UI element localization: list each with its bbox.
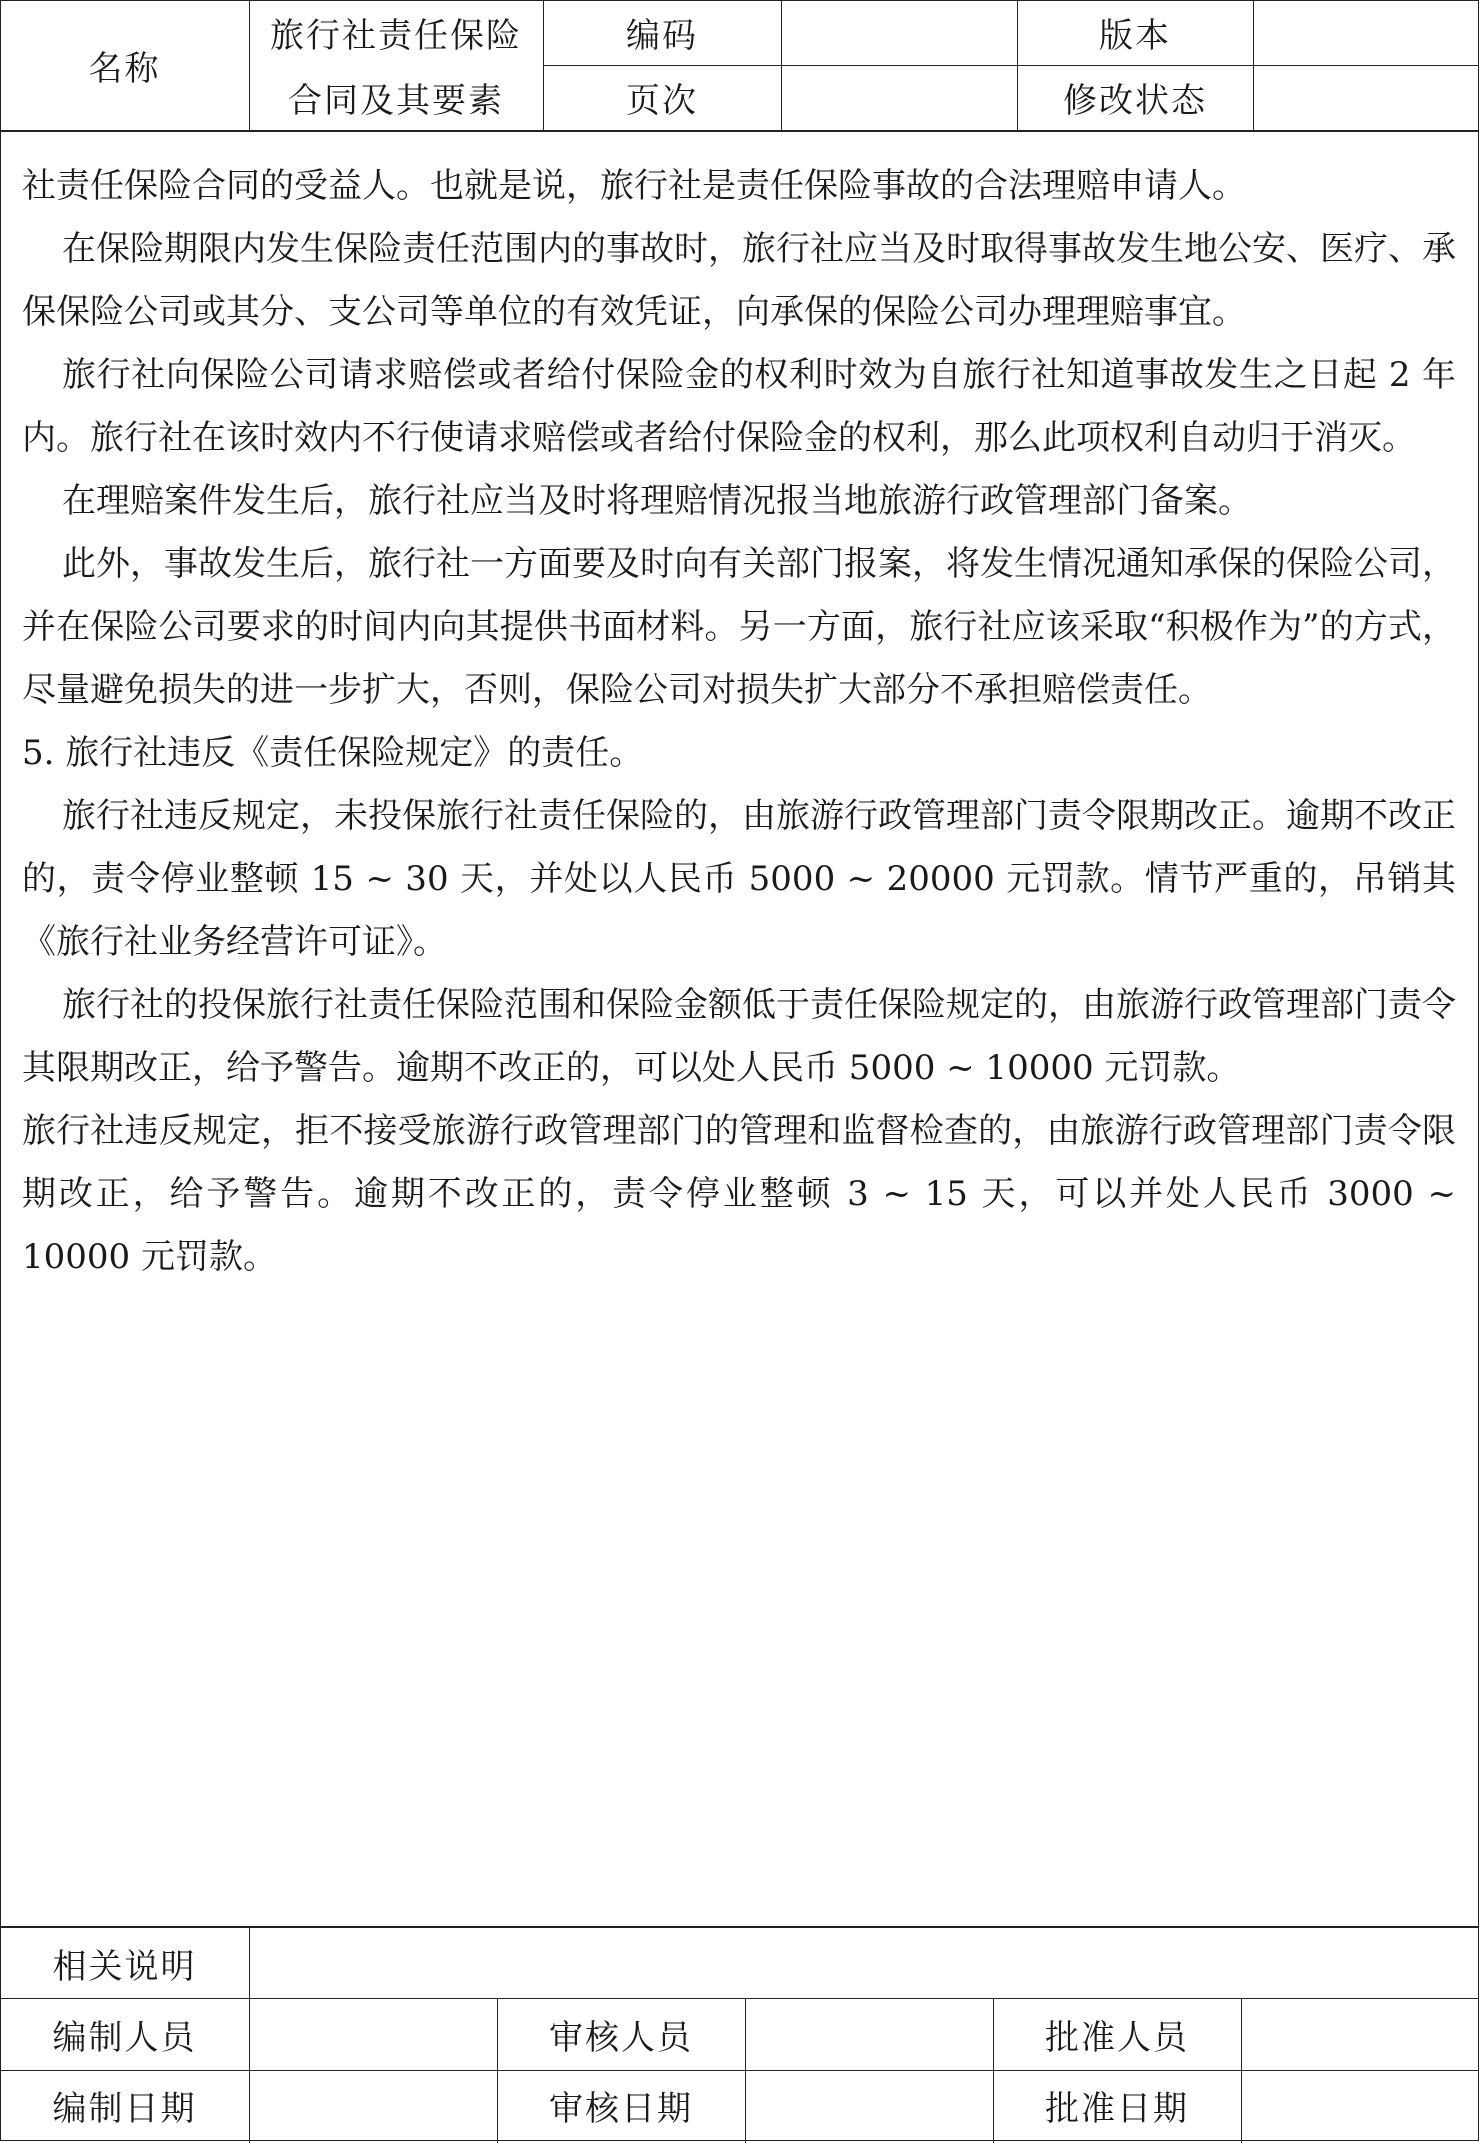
page-label: 页次 bbox=[626, 81, 698, 121]
reviewer-value bbox=[745, 1998, 993, 2070]
paragraph: 旅行社向保险公司请求赔偿或者给付保险金的权利时效为自旅行社知道事故发生之日起 2 年内。旅行社在该时效内不行使请求赔偿或者给付保险金的权利，那么此项权利自动归于消灭。 bbox=[22, 355, 1456, 458]
notes-value bbox=[249, 1928, 1479, 1998]
editor-label: 编制人员 bbox=[52, 2017, 197, 2058]
revision-label: 修改状态 bbox=[1063, 81, 1207, 121]
revision-value bbox=[1253, 65, 1479, 130]
review-date-label: 审核日期 bbox=[549, 2089, 693, 2129]
approve-date-value bbox=[1241, 2070, 1479, 2141]
document-title-line1: 旅行社责任保险 bbox=[270, 16, 522, 56]
header-table bbox=[0, 0, 1479, 132]
paragraph: 在保险期限内发生保险责任范围内的事故时，旅行社应当及时取得事故发生地公安、医疗、承保保险公司或其分、支公司等单位的有效凭证，向承保的保险公司办理理赔事宜。 bbox=[22, 229, 1456, 332]
approver-value bbox=[1241, 1998, 1479, 2070]
edit-date-label: 编制日期 bbox=[52, 2089, 197, 2129]
footer-table bbox=[0, 1926, 1479, 2141]
name-label: 名称 bbox=[88, 48, 161, 89]
reviewer-label: 审核人员 bbox=[549, 2017, 693, 2058]
version-value bbox=[1253, 0, 1479, 65]
section-heading: 5. 旅行社违反《责任保险规定》的责任。 bbox=[22, 733, 644, 773]
edit-date-value bbox=[249, 2070, 497, 2141]
paragraph: 旅行社的投保旅行社责任保险范围和保险金额低于责任保险规定的，由旅游行政管理部门责令其限期改正，给予警告。逾期不改正的，可以处人民币 5000 ~ 10000 元罚款。 bbox=[22, 985, 1456, 1088]
editor-value bbox=[249, 1998, 497, 2070]
paragraph: 旅行社违反规定，未投保旅行社责任保险的，由旅游行政管理部门责令限期改正。逾期不改正的，责令停业整顿 15 ~ 30 天，并处以人民币 5000 ~ 20000 元罚款。情节严重的，吊销其《旅行社业务经营许可证》。 bbox=[22, 796, 1456, 962]
approve-date-label: 批准日期 bbox=[1045, 2089, 1189, 2129]
review-date-value bbox=[745, 2070, 993, 2141]
document-title-line2: 合同及其要素 bbox=[288, 81, 504, 121]
page-value bbox=[781, 65, 1017, 130]
paragraph: 社责任保险合同的受益人。也就是说，旅行社是责任保险事故的合法理赔申请人。 bbox=[22, 166, 1246, 206]
version-label: 版本 bbox=[1099, 16, 1171, 56]
paragraph: 旅行社违反规定，拒不接受旅游行政管理部门的管理和监督检查的，由旅游行政管理部门责令限期改正，给予警告。逾期不改正的，责令停业整顿 3 ~ 15 天，可以并处人民币 3000 ~ 10000 元罚款。 bbox=[22, 1111, 1456, 1277]
approver-label: 批准人员 bbox=[1045, 2017, 1189, 2058]
document-body bbox=[22, 155, 1456, 1289]
notes-label: 相关说明 bbox=[52, 1946, 197, 1987]
paragraph: 此外，事故发生后，旅行社一方面要及时向有关部门报案，将发生情况通知承保的保险公司，并在保险公司要求的时间内向其提供书面材料。另一方面，旅行社应该采取“积极作为”的方式，尽量避免损失的进一步扩大，否则，保险公司对损失扩大部分不承担赔偿责任。 bbox=[22, 544, 1456, 710]
code-value bbox=[781, 0, 1017, 65]
code-label: 编码 bbox=[626, 16, 698, 56]
paragraph: 在理赔案件发生后，旅行社应当及时将理赔情况报当地旅游行政管理部门备案。 bbox=[62, 481, 1252, 521]
